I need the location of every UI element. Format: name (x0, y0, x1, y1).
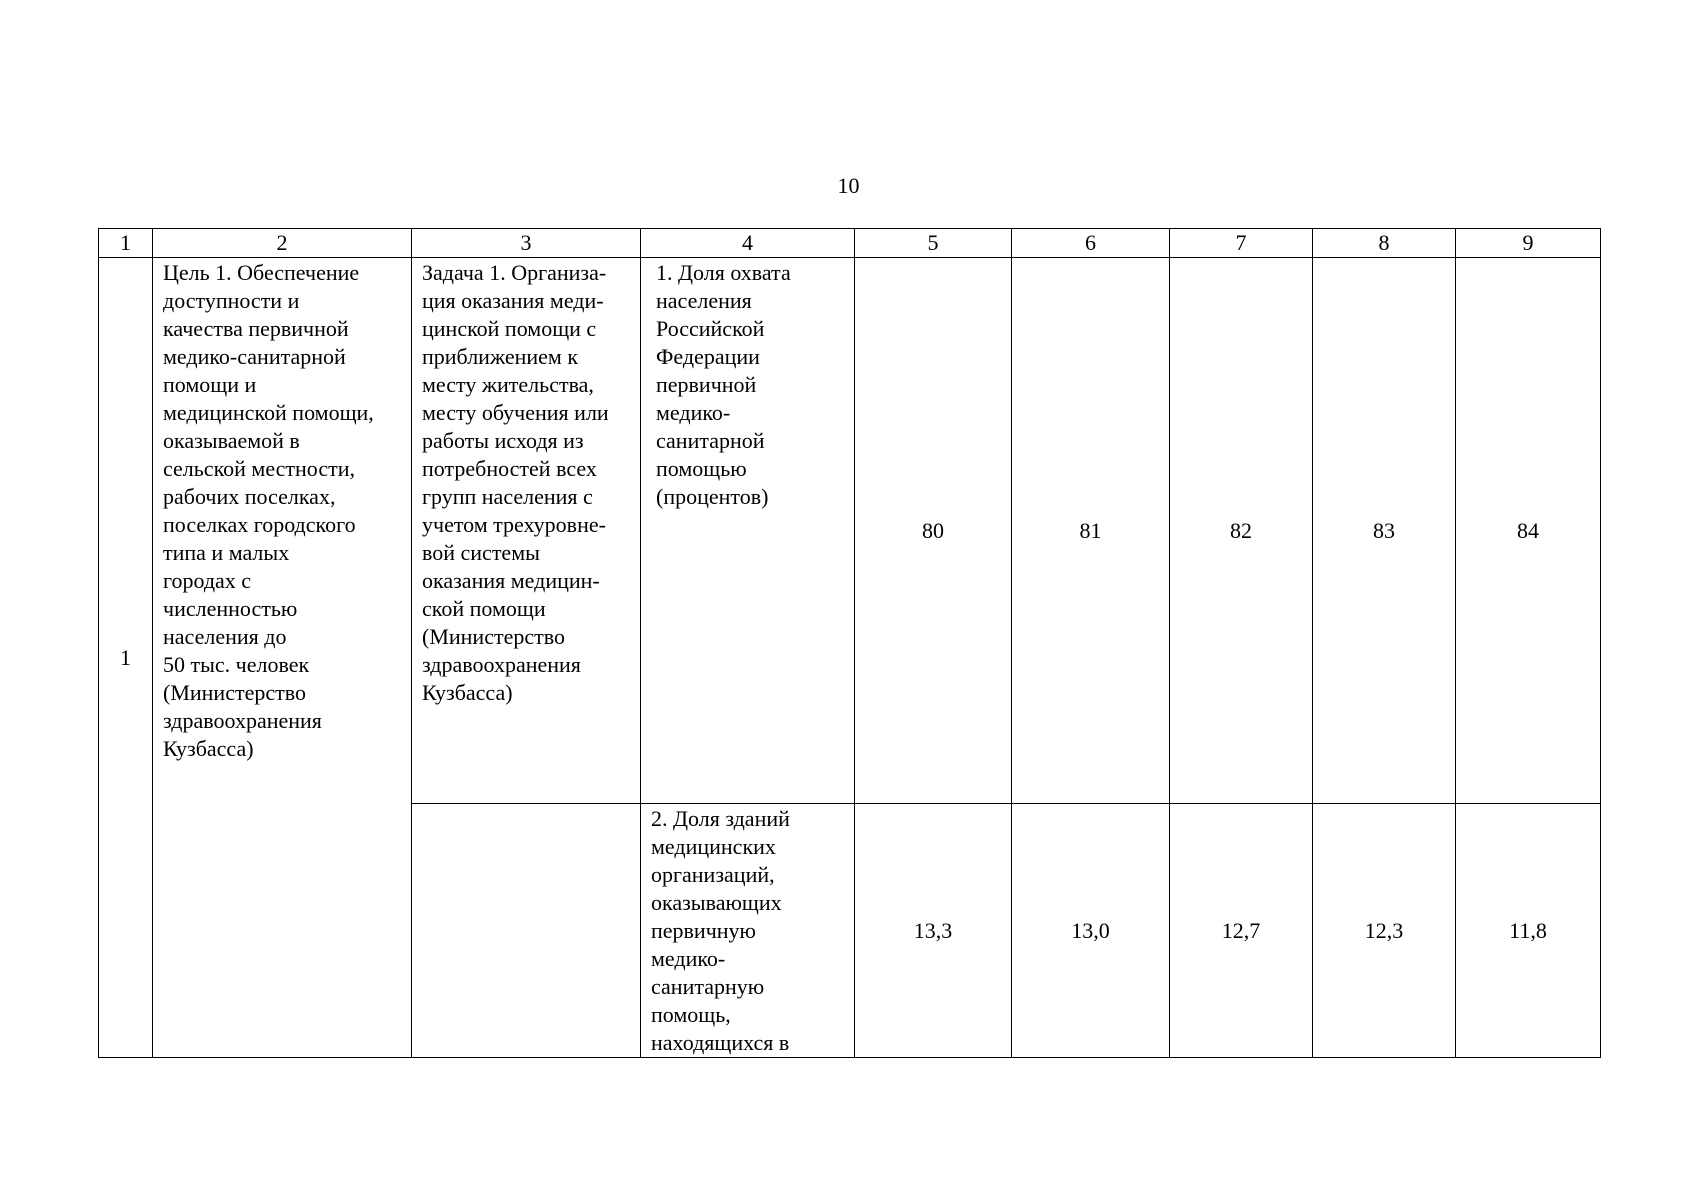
indicator-name-cell (641, 258, 855, 804)
column-header: 9 (1456, 229, 1601, 258)
column-header: 7 (1170, 229, 1313, 258)
indicator-value-cell: 13,3 (855, 804, 1012, 1058)
column-header: 5 (855, 229, 1012, 258)
indicator-value-cell: 81 (1012, 258, 1170, 804)
column-header: 6 (1012, 229, 1170, 258)
column-header: 3 (412, 229, 641, 258)
table-header-row (99, 229, 1601, 258)
indicator-value-cell: 82 (1170, 258, 1313, 804)
task-cell-empty (412, 804, 641, 1058)
goal-cell (153, 258, 412, 1058)
indicator-value-cell: 13,0 (1012, 804, 1170, 1058)
indicator-value-cell: 80 (855, 258, 1012, 804)
row-number-cell: 1 (99, 258, 153, 1058)
column-header: 2 (153, 229, 412, 258)
page-number: 10 (837, 173, 860, 198)
indicator-name: 2. Доля зданий медицинских организаций, оказывающих первичную медико- санитарную помощь, находящихся в (651, 806, 790, 1055)
indicators-table (98, 228, 1601, 1058)
column-header: 1 (99, 229, 153, 258)
indicator-name: 1. Доля охвата населения Российской Федерации первичной медико- санитарной помощью (процентов) (656, 260, 791, 509)
column-header: 8 (1313, 229, 1456, 258)
goal-text: Цель 1. Обеспечение доступности и качества первичной медико-санитарной помощи и медицинской помощи, оказываемой в сельской местности, рабочих поселках, поселках городского типа и малых городах с численностью населения до 50 тыс. человек (Министерство здравоохранения Кузбасса) (163, 260, 374, 761)
indicator-value-cell: 83 (1313, 258, 1456, 804)
indicator-value-cell: 11,8 (1456, 804, 1601, 1058)
indicator-value-cell: 12,7 (1170, 804, 1313, 1058)
table-row (99, 258, 1601, 804)
column-header: 4 (641, 229, 855, 258)
indicator-value-cell: 12,3 (1313, 804, 1456, 1058)
indicator-name-cell (641, 804, 855, 1058)
task-cell (412, 258, 641, 804)
task-text: Задача 1. Организа- ция оказания меди- цинской помощи с приближением к месту жительства, месту обучения или работы исходя из потребностей всех групп населения с учетом трехуровне- вой системы оказания медицин- ской помощи (Министерство здравоохранения Кузбасса) (422, 260, 609, 705)
indicator-value-cell: 84 (1456, 258, 1601, 804)
